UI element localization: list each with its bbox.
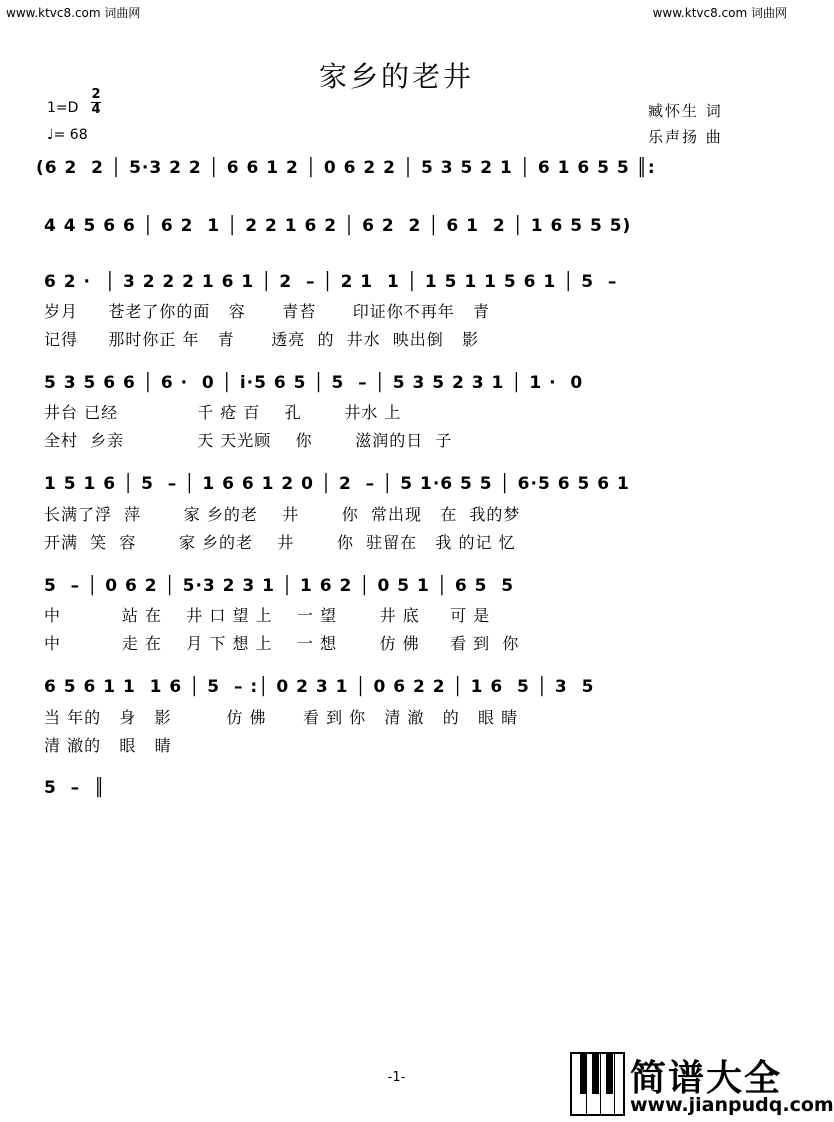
lyric-line-7-verse-2: 清 澈的 眼 睛 <box>44 736 172 755</box>
score-line-4: 5 3 5 6 6 │ 6 · 0 │ i·5 6 5 │ 5 – │ 5 3 5 2 3 1 │ 1 · 0 <box>44 373 584 393</box>
lyric-line-3-verse-1: 岁月 苍老了你的面 容 青苔 印证你不再年 青 <box>44 302 490 321</box>
site-watermark-left: www.ktvc8.com 词曲网 <box>6 6 141 20</box>
lyric-line-3-verse-2: 记得 那时你正 年 青 透亮 的 井水 映出倒 影 <box>44 330 480 349</box>
site-logo <box>570 1050 834 1118</box>
logo-title: 简谱大全 <box>630 1058 783 1099</box>
score-line-6: 5 – │ 0 6 2 │ 5·3 2 3 1 │ 1 6 2 │ 0 5 1 │ 6 5 5 <box>44 576 515 596</box>
lyricist-credit: 臧怀生 词 <box>648 102 723 120</box>
score-line-5: 1 5 1 6 │ 5 – │ 1 6 6 1 2 0 │ 2 – │ 5 1·6 5 5 │ 6·5 6 5 6 1 <box>44 474 630 494</box>
score-line-8: 5 – ║ <box>44 778 106 798</box>
site-watermark-right: www.ktvc8.com 词曲网 <box>652 6 787 20</box>
score-line-1: (6 2 2 │ 5·3 2 2 │ 6 6 1 2 │ 0 6 2 2 │ 5 3 5 2 1 │ 6 1 6 5 5 ║: <box>36 158 656 178</box>
score-line-3: 6 2 · │ 3 2 2 2 1 6 1 │ 2 – │ 2 1 1 │ 1 5 1 1 5 6 1 │ 5 – <box>44 272 618 292</box>
lyric-line-7-verse-1: 当 年的 身 影 仿 佛 看 到 你 清 澈 的 眼 睛 <box>44 708 519 727</box>
piano-icon <box>570 1052 625 1116</box>
composer-credit: 乐声扬 曲 <box>648 128 723 146</box>
lyric-line-5-verse-1: 长满了浮 萍 家 乡的老 井 你 常出现 在 我的梦 <box>44 505 521 524</box>
page-number: -1- <box>387 1070 406 1085</box>
time-signature-denominator: 4 <box>91 102 101 117</box>
logo-url: www.jianpudq.com <box>630 1094 834 1116</box>
time-signature-numerator: 2 <box>91 87 101 102</box>
lyric-line-4-verse-2: 全村 乡亲 天 天光顾 你 滋润的日 子 <box>44 431 453 450</box>
song-title: 家乡的老井 <box>318 60 474 93</box>
lyric-line-4-verse-1: 井台 已经 千 疮 百 孔 井水 上 <box>44 403 402 422</box>
score-line-2: 4 4 5 6 6 │ 6 2 1 │ 2 2 1 6 2 │ 6 2 2 │ 6 1 2 │ 1 6 5 5 5) <box>44 216 632 236</box>
tempo-marking: ♩= 68 <box>47 127 88 143</box>
lyric-line-5-verse-2: 开满 笑 容 家 乡的老 井 你 驻留在 我 的记 忆 <box>44 533 516 552</box>
lyric-line-6-verse-1: 中 站 在 井 口 望 上 一 望 井 底 可 是 <box>44 606 491 625</box>
key-signature: 1=D <box>47 100 79 116</box>
time-signature <box>91 88 101 116</box>
lyric-line-6-verse-2: 中 走 在 月 下 想 上 一 想 仿 佛 看 到 你 <box>44 634 520 653</box>
score-line-7: 6 5 6 1 1 1 6 │ 5 – :│ 0 2 3 1 │ 0 6 2 2 │ 1 6 5 │ 3 5 <box>44 677 595 697</box>
